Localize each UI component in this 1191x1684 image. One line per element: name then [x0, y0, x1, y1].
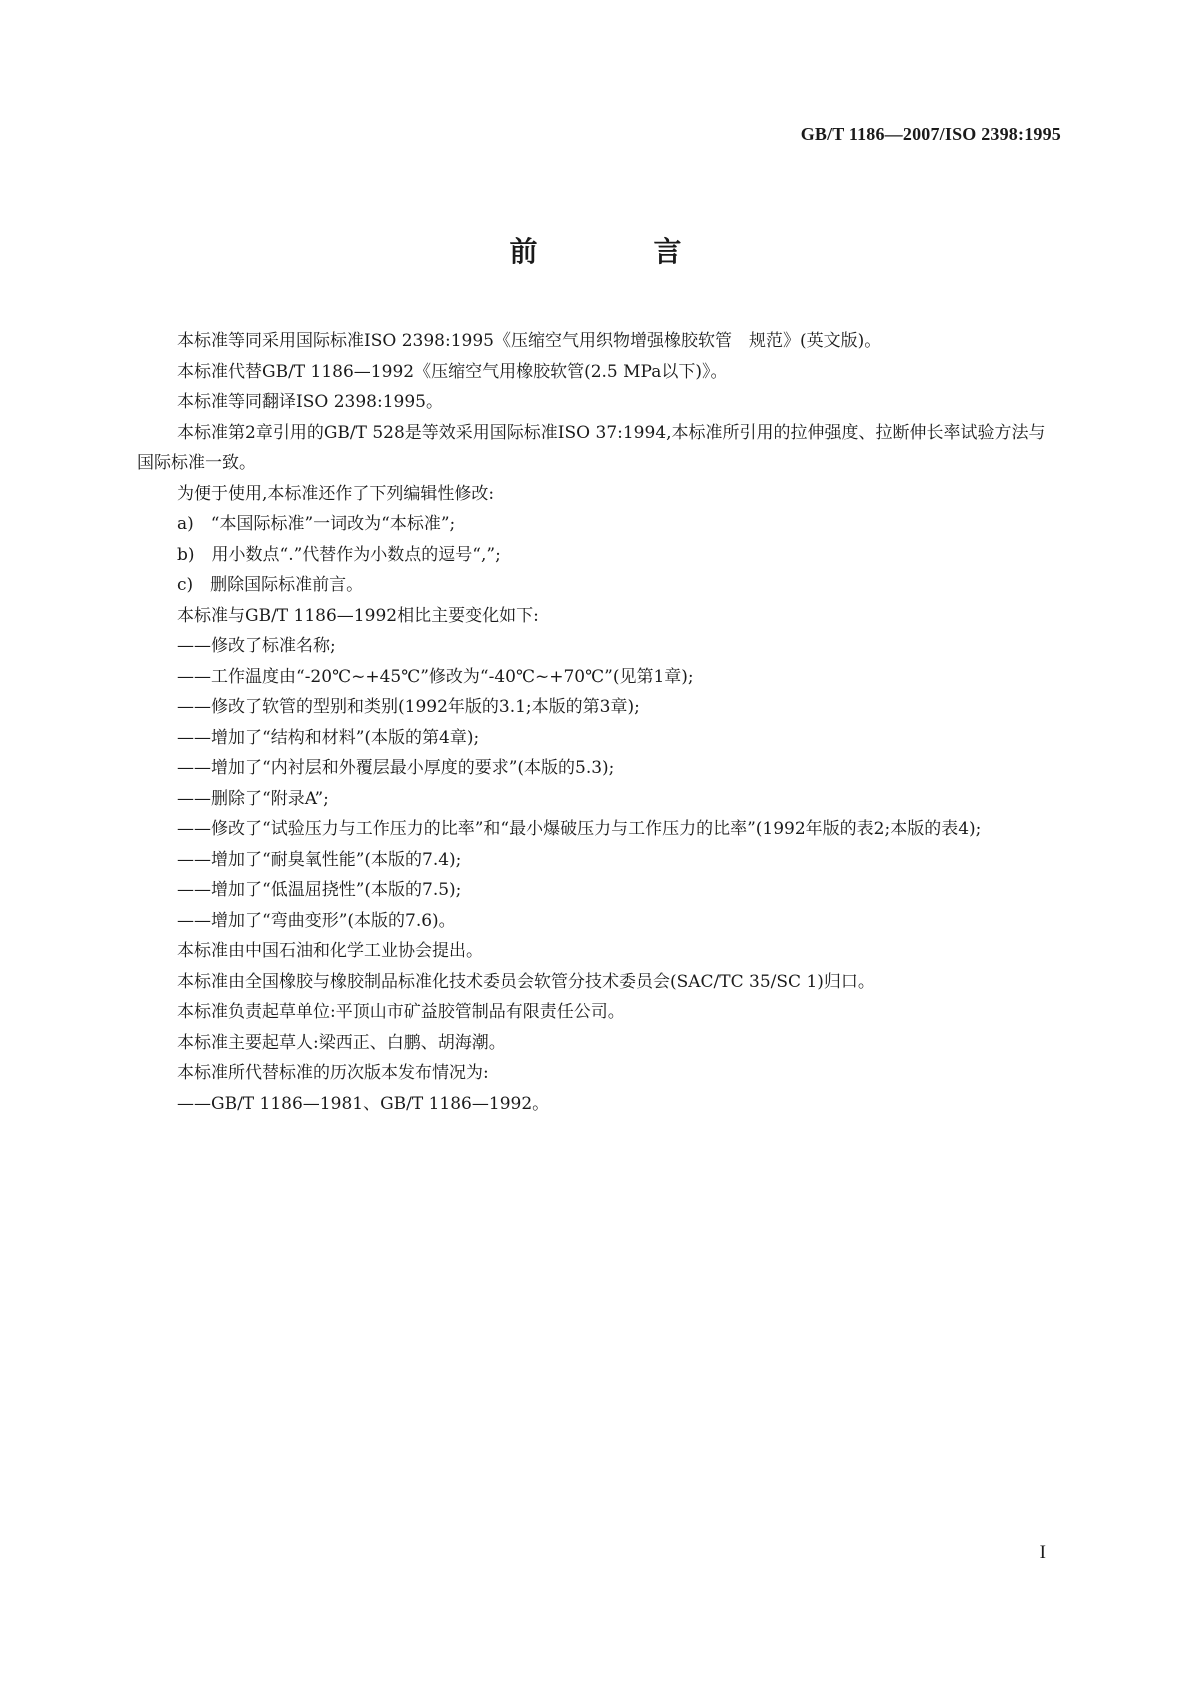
paragraph: 本标准第2章引用的GB/T 528是等效采用国际标准ISO 37:1994,本标准所引用的拉伸强度、拉断伸长率试验方法与国际标准一致。	[137, 422, 1046, 473]
change-item: ——工作温度由“-20℃~+45℃”修改为“-40℃~+70℃”(见第1章);	[177, 666, 694, 687]
paragraph: 本标准负责起草单位:平顶山市矿益胶管制品有限责任公司。	[177, 1002, 625, 1022]
change-item: ——修改了软管的型别和类别(1992年版的3.1;本版的第3章);	[177, 697, 640, 717]
standard-code-header: GB/T 1186—2007/ISO 2398:1995	[800, 124, 1061, 144]
list-item: b) 用小数点“.”代替作为小数点的逗号“,”;	[177, 544, 501, 565]
paragraph: 本标准所代替标准的历次版本发布情况为:	[177, 1063, 489, 1083]
paragraph: 本标准代替GB/T 1186—1992《压缩空气用橡胶软管(2.5 MPa以下)》。	[177, 361, 728, 382]
change-item: ——增加了“内衬层和外覆层最小厚度的要求”(本版的5.3);	[177, 758, 615, 778]
change-item: ——删除了“附录A”;	[177, 788, 329, 809]
list-item: a) “本国际标准”一词改为“本标准”;	[177, 514, 456, 534]
paragraph: 本标准由全国橡胶与橡胶制品标准化技术委员会软管分技术委员会(SAC/TC 35/SC 1)归口。	[177, 971, 875, 992]
paragraph: 本标准由中国石油和化学工业协会提出。	[177, 941, 483, 961]
change-item: ——修改了“试验压力与工作压力的比率”和“最小爆破压力与工作压力的比率”(1992年版的表2;本版的表4);	[177, 819, 982, 839]
page-number: I	[1039, 1542, 1046, 1563]
change-item: ——增加了“弯曲变形”(本版的7.6)。	[177, 910, 456, 931]
list-item: c) 删除国际标准前言。	[177, 575, 364, 595]
preface-body	[137, 326, 1062, 1119]
paragraph: 本标准主要起草人:梁西正、白鹏、胡海潮。	[177, 1032, 506, 1053]
paragraph: 本标准等同翻译ISO 2398:1995。	[177, 392, 443, 412]
paragraph: 为便于使用,本标准还作了下列编辑性修改:	[177, 483, 495, 504]
change-item: ——增加了“耐臭氧性能”(本版的7.4);	[177, 849, 462, 870]
change-item: ——修改了标准名称;	[177, 636, 336, 656]
paragraph: 本标准与GB/T 1186—1992相比主要变化如下:	[177, 605, 539, 626]
paragraph: 本标准等同采用国际标准ISO 2398:1995《压缩空气用织物增强橡胶软管 规范》(英文版)。	[177, 331, 882, 351]
change-item: ——增加了“结构和材料”(本版的第4章);	[177, 727, 480, 748]
change-item: ——增加了“低温屈挠性”(本版的7.5);	[177, 880, 462, 900]
history-item: ——GB/T 1186—1981、GB/T 1186—1992。	[177, 1093, 550, 1114]
page-title: 前 言	[509, 235, 726, 268]
